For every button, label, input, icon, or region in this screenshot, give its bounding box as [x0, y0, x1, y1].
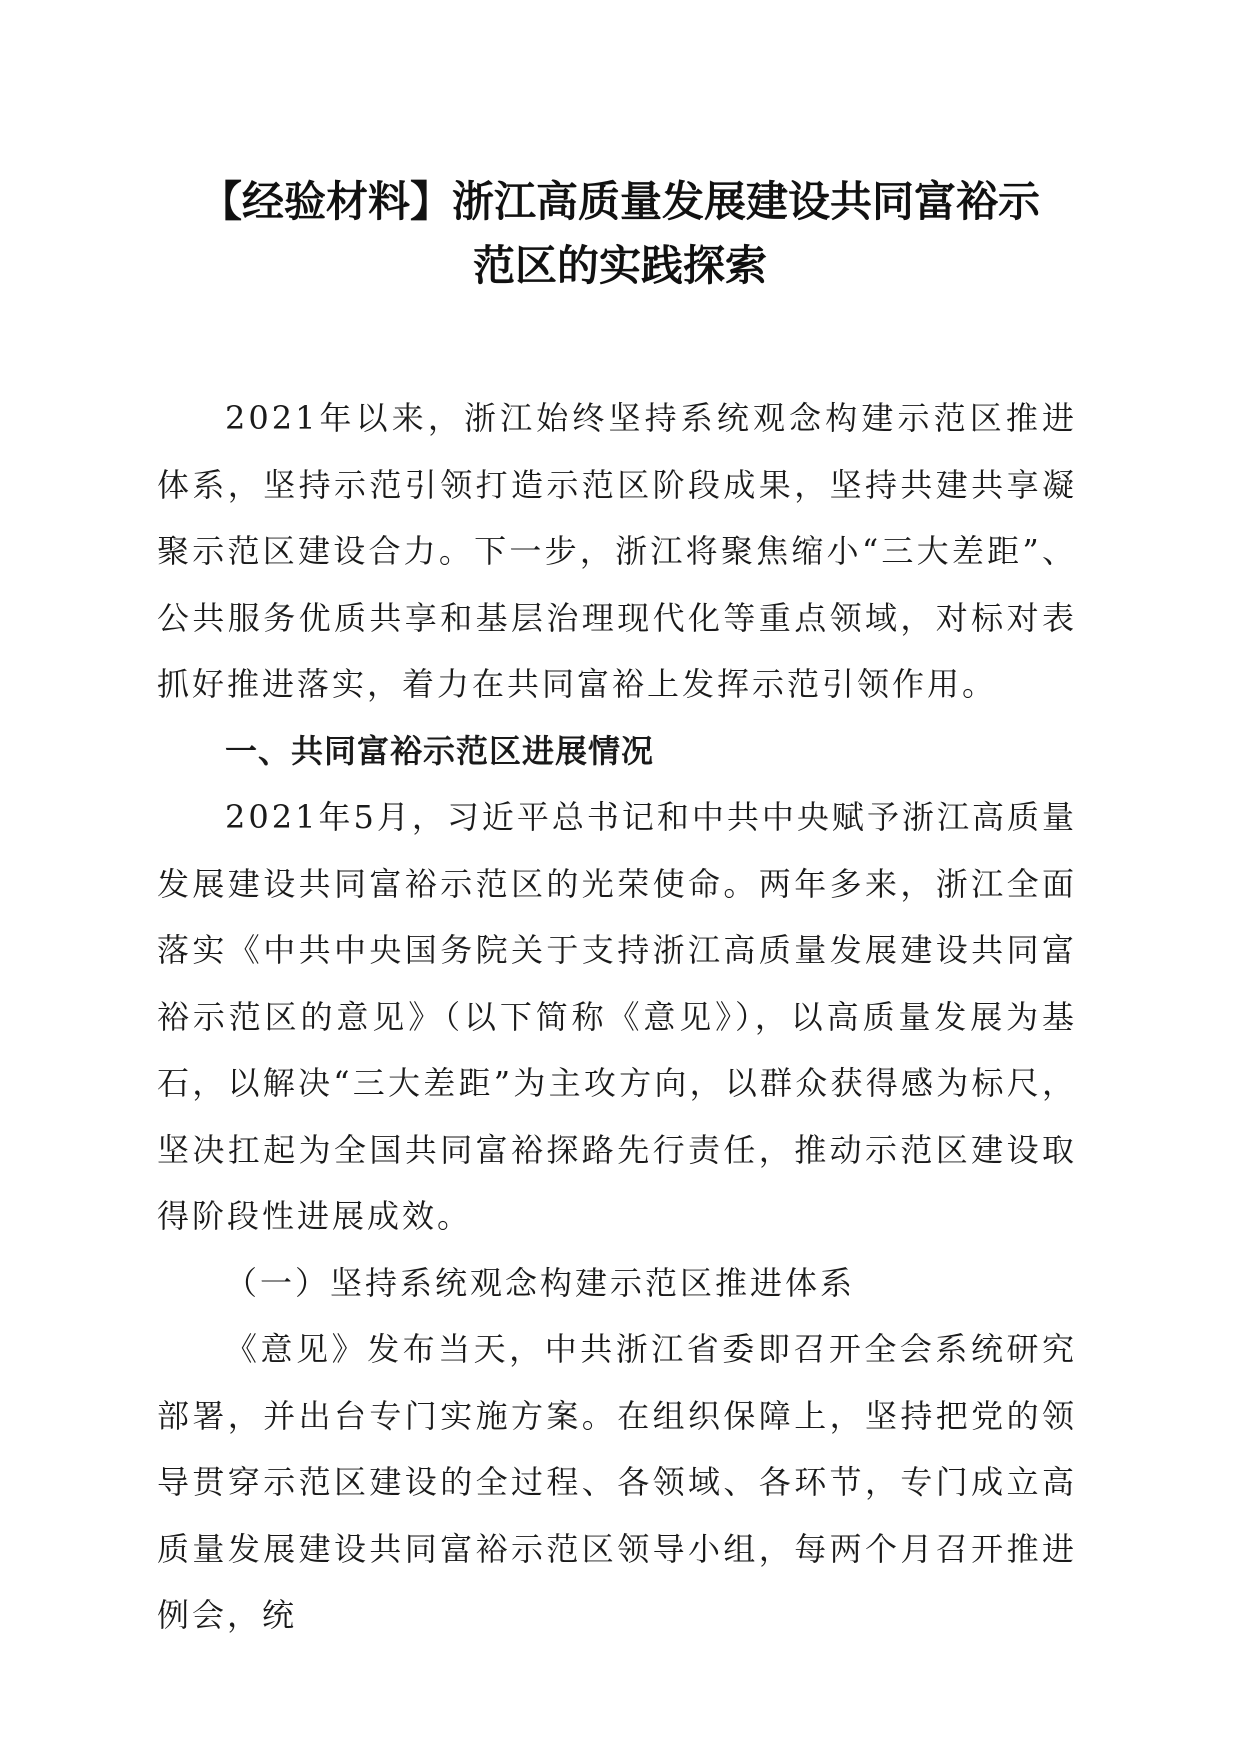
title-line-2: 范区的实践探索 [472, 241, 767, 290]
progress-paragraph: 2021年5月，习近平总书记和中共中央赋予浙江高质量发展建设共同富裕示范区的光荣使命。两年多来，浙江全面落实《中共中央国务院关于支持浙江高质量发展建设共同富裕示范区的意见》（以下简称《意见》），以高质量发展为基石，以解决“三大差距”为主攻方向，以群众获得感为标尺，坚决扛起为全国共同富裕探路先行责任，推动示范区建设取得阶段性进展成效。 [157, 798, 1077, 1235]
title-line-1: 【经验材料】浙江高质量发展建设共同富裕示 [199, 177, 1040, 226]
intro-paragraph: 2021年以来，浙江始终坚持系统观念构建示范区推进体系，坚持示范引领打造示范区阶段成果，坚持共建共享凝聚示范区建设合力。下一步，浙江将聚焦缩小“三大差距”、公共服务优质共享和基层治理现代化等重点领域，对标对表抓好推进落实，着力在共同富裕上发挥示范引领作用。 [157, 399, 1077, 703]
page-title [150, 170, 1090, 298]
section-heading-1: 一、共同富裕示范区进展情况 [225, 731, 655, 770]
subsection-heading-1: （一）坚持系统观念构建示范区推进体系 [225, 1263, 856, 1302]
system-paragraph: 《意见》发布当天，中共浙江省委即召开全会系统研究部署，并出台专门实施方案。在组织保障上，坚持把党的领导贯穿示范区建设的全过程、各领域、各环节，专门成立高质量发展建设共同富裕示范区领导小组，每两个月召开推进例会，统 [157, 1330, 1077, 1634]
document-body [157, 385, 1077, 1649]
